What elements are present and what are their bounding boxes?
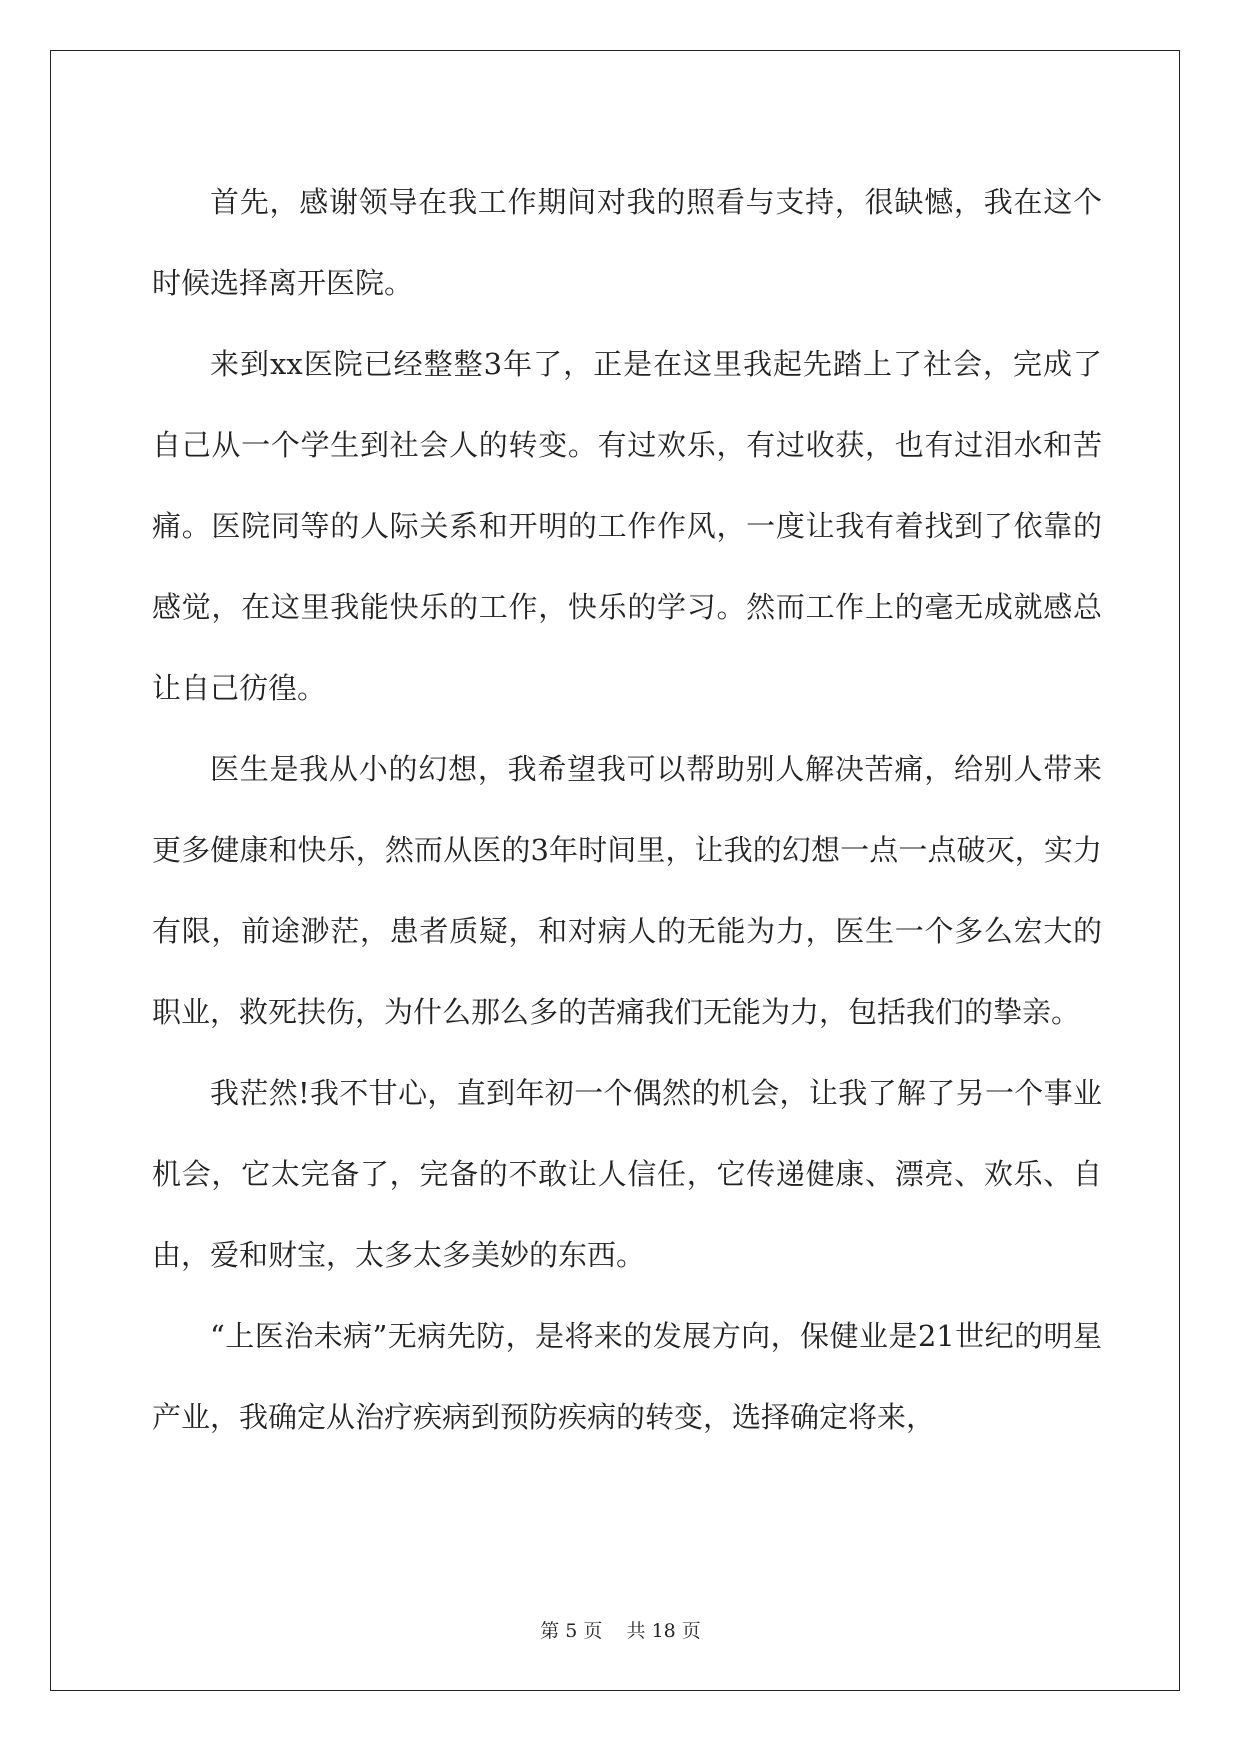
paragraph-1: 首先，感谢领导在我工作期间对我的照看与支持，很缺憾，我在这个时候选择离开医院。 xyxy=(152,185,1102,300)
paragraph-2: 来到xx医院已经整整3年了，正是在这里我起先踏上了社会，完成了自己从一个学生到社会人的转变。有过欢乐，有过收获，也有过泪水和苦痛。医院同等的人际关系和开明的工作作风，一度让我有着找到了依靠的感觉，在这里我能快乐的工作，快乐的学习。然而工作上的毫无成就感总让自己彷徨。 xyxy=(152,347,1102,705)
paragraph-3: 医生是我从小的幻想，我希望我可以帮助别人解决苦痛，给别人带来更多健康和快乐，然而从医的3年时间里，让我的幻想一点一点破灭，实力有限，前途渺茫，患者质疑，和对病人的无能为力，医生一个多么宏大的职业，救死扶伤，为什么那么多的苦痛我们无能为力，包括我们的挚亲。 xyxy=(152,752,1102,1029)
page-number-footer: 第 5 页 共 18 页 xyxy=(540,1620,701,1642)
document-body xyxy=(152,162,1102,1458)
paragraph-4: 我茫然!我不甘心，直到年初一个偶然的机会，让我了解了另一个事业机会，它太完备了，完备的不敢让人信任，它传递健康、漂亮、欢乐、自由，爱和财宝，太多太多美妙的东西。 xyxy=(152,1076,1102,1272)
paragraph-5: “上医治未病”无病先防，是将来的发展方向，保健业是21世纪的明星产业，我确定从治疗疾病到预防疾病的转变，选择确定将来， xyxy=(152,1319,1102,1434)
